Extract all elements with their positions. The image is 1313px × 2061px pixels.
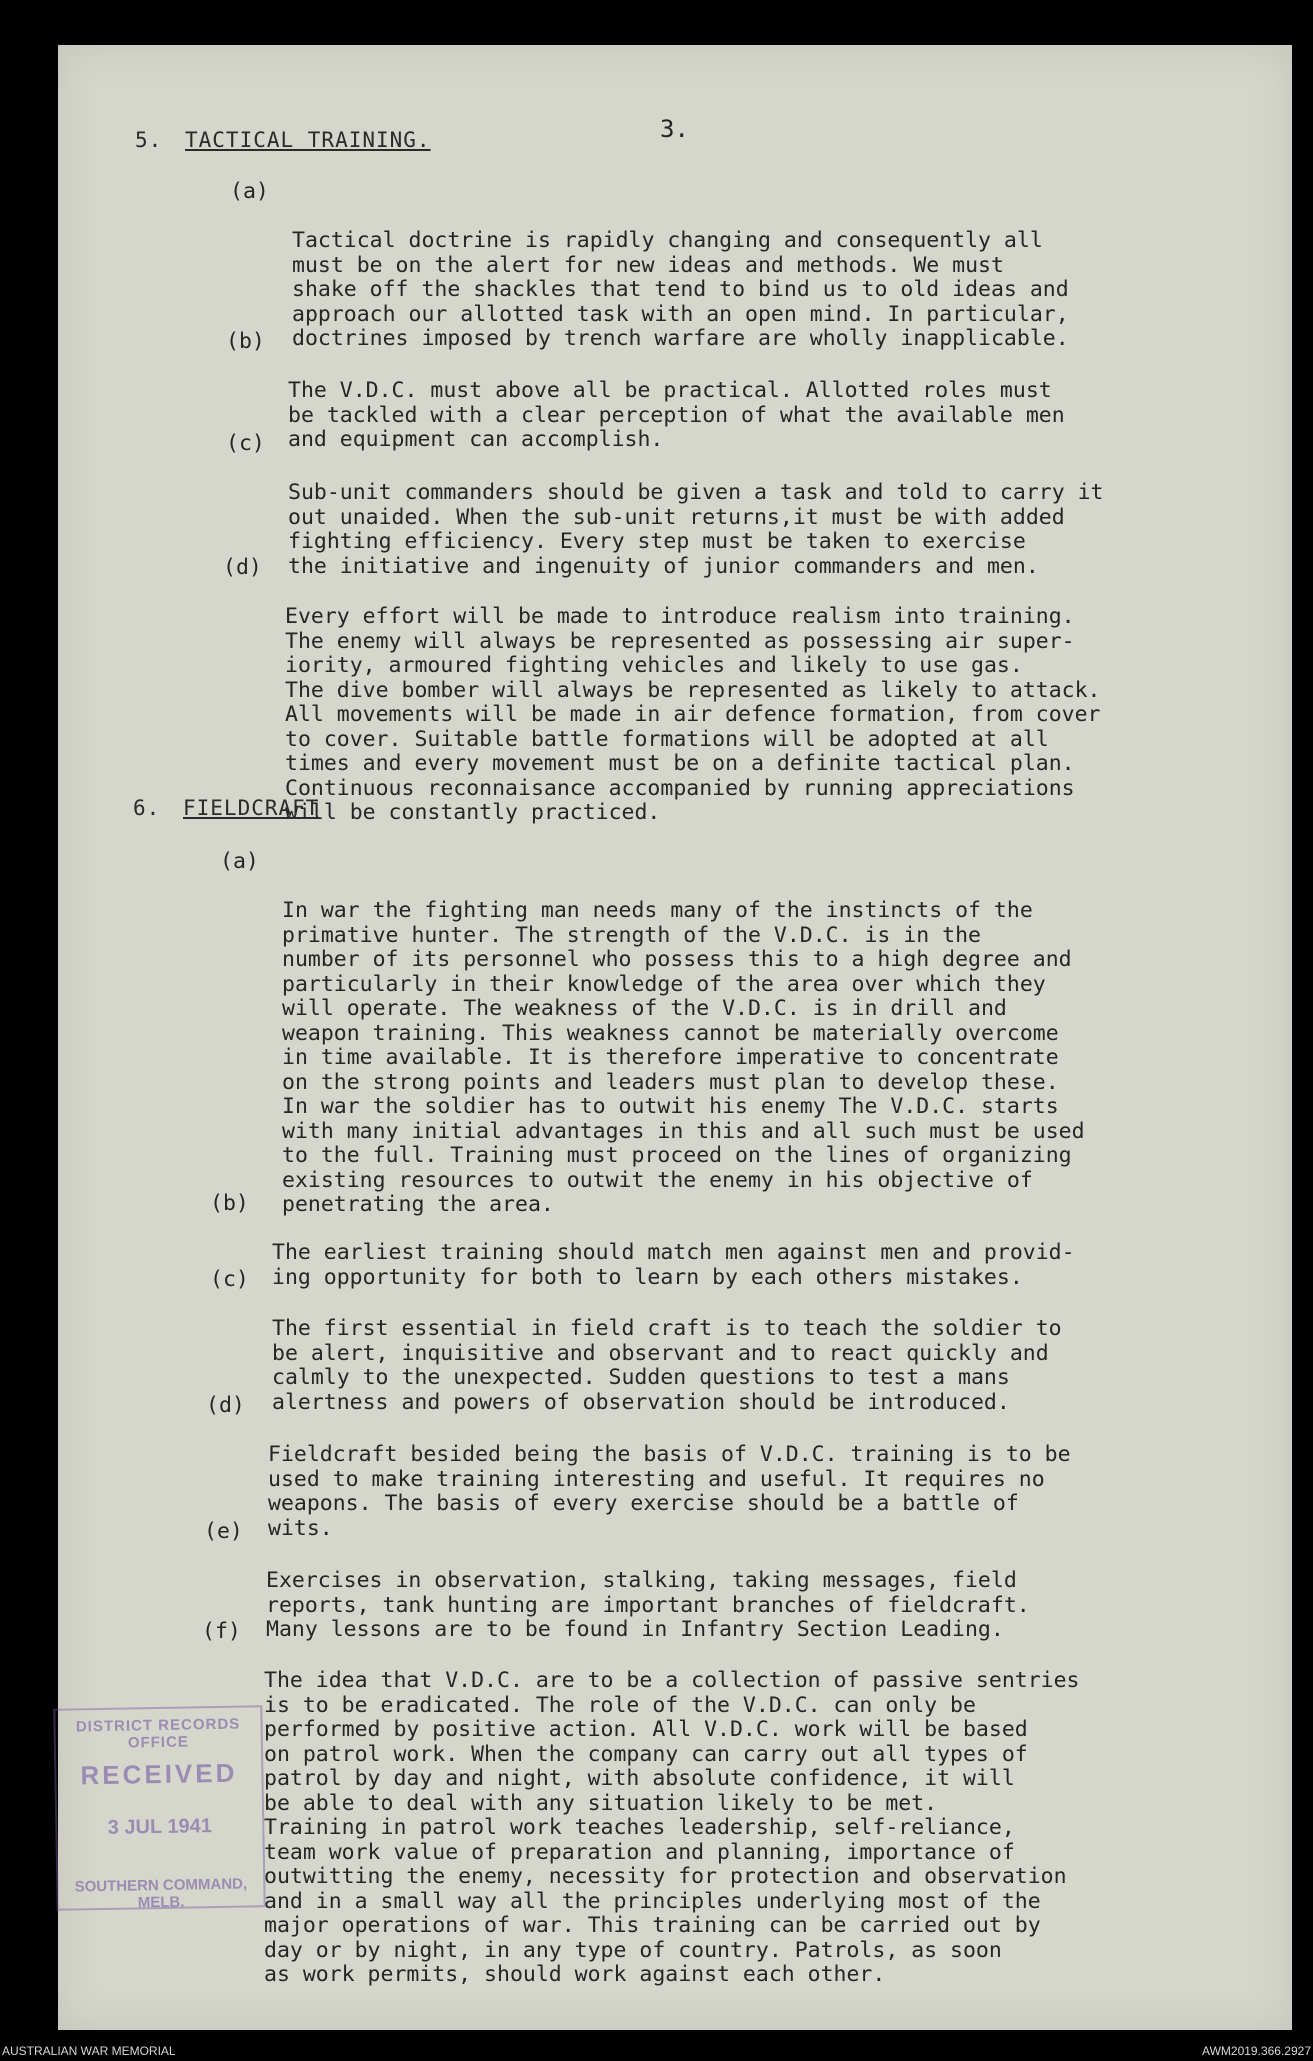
paragraph-label: (f) (202, 1619, 241, 1644)
section-5-number: 5. (135, 128, 163, 152)
page-number: 3. (660, 115, 689, 143)
footer-accession-number: AWM2019.366.2927 (1202, 2044, 1311, 2058)
paragraph-text: Tactical doctrine is rapidly changing and consequently all must be on the alert for new ideas and methods. We must shake off the shackles that tend to bind us to old ideas and approach our allotted task with an open mind. In particular, doctrines imposed by trench warfare are wholly inapplicable. (292, 228, 1069, 351)
section-5-title: TACTICAL TRAINING. (185, 128, 431, 152)
paragraph-text: In war the fighting man needs many of the instincts of the primative hunter. The strength of the V.D.C. is in the number of its personnel who possess this to a high degree and particularly in their knowledge of the area over which they will operate. The weakness of the V.D.C. is in drill and weapon training. This weakness cannot be materially overcome in time available. It is therefore imperative to concentrate on the strong points and leaders must plan to develop these. In war the soldier has to outwit his enemy The V.D.C. starts with many initial advantages in this and all such must be used to the full. Training must proceed on the lines of organizing existing resources to outwit the enemy in his objective of penetrating the area. (282, 898, 1085, 1217)
footer-archive-name: AUSTRALIAN WAR MEMORIAL (2, 2044, 176, 2058)
section-6-paragraph-c (210, 1267, 1272, 1415)
paragraph-label: (a) (230, 179, 269, 204)
section-6-paragraph-d (206, 1393, 1268, 1541)
paragraph-label: (a) (220, 849, 259, 874)
paragraph-text: The V.D.C. must above all be practical. Allotted roles must be tackled with a clear perception of what the available men and equipment can accomplish. (288, 378, 1065, 452)
section-5-paragraph-a (230, 179, 1292, 352)
paragraph-label: (d) (223, 555, 262, 580)
stamp-date: 3 JUL 1941 (107, 1815, 213, 1839)
paragraph-text: The earliest training should match men against men and provid- ing opportunity for both to learn by each others mistakes. (272, 1240, 1075, 1290)
paragraph-text: Fieldcraft besided being the basis of V.D.C. training is to be used to make training interesting and useful. It requires no weapons. The basis of every exercise should be a battle of wits. (268, 1442, 1071, 1541)
section-6-title: FIELDCRAFT (183, 796, 320, 820)
paragraph-label: (b) (226, 329, 265, 354)
received-stamp (53, 1705, 265, 1911)
paragraph-label: (e) (204, 1519, 243, 1544)
paragraph-text: Exercises in observation, stalking, taking messages, field reports, tank hunting are important branches of fieldcraft. Many lessons are to be found in Infantry Section Leading. (266, 1568, 1030, 1642)
paragraph-text: The idea that V.D.C. are to be a collection of passive sentries is to be eradicated. The role of the V.D.C. can only be performed by positive action. All V.D.C. work will be based on patrol work. When the company can carry out all types of patrol by day and night, with absolute confidence, it will be able to deal with any situation likely to be met. Training in patrol work teaches leadership, self-reliance, team work value of preparation and planning, importance of outwitting the enemy, necessity for protection and observation and in a small way all the principles underlying most of the major operations of war. This training can be carried out by day or by night, in any type of country. Patrols, as soon as work permits, should work against each other. (264, 1668, 1080, 1987)
paragraph-label: (b) (210, 1191, 249, 1216)
stamp-command: SOUTHERN COMMAND, MELB. (74, 1875, 248, 1912)
section-6-heading (133, 796, 319, 820)
section-5-heading (135, 128, 431, 152)
paragraph-text: Sub-unit commanders should be given a task and told to carry it out unaided. When the sub-unit returns,it must be with added fighting efficiency. Every step must be taken to exercise the initiative and ingenuity of junior commanders and men. (288, 480, 1104, 579)
paragraph-text: Every effort will be made to introduce realism into training. The enemy will always be represented as possessing air super- iority, armoured fighting vehicles and likely to use gas. The dive bomber will always be represented as likely to attack. All movements will be made in air defence formation, from cover to cover. Suitable battle formations will be adopted at all times and every movement must be on a definite tactical plan. Continuous reconnaisance accompanied by running appreciations will be constantly practiced. (285, 604, 1101, 825)
stamp-office: DISTRICT RECORDS OFFICE (75, 1715, 241, 1752)
paragraph-label: (d) (206, 1393, 245, 1418)
paragraph-label: (c) (226, 431, 265, 456)
stamp-received: RECEIVED (80, 1757, 238, 1791)
section-6-paragraph-f (202, 1619, 1264, 1988)
section-6-number: 6. (133, 796, 161, 820)
paragraph-label: (c) (210, 1267, 249, 1292)
paragraph-text: The first essential in field craft is to teach the soldier to be alert, inquisitive and observant and to react quickly and calmly to the unexpected. Sudden questions to test a mans alertness and powers of observation should be introduced. (272, 1316, 1062, 1415)
section-6-paragraph-a (220, 849, 1282, 1218)
